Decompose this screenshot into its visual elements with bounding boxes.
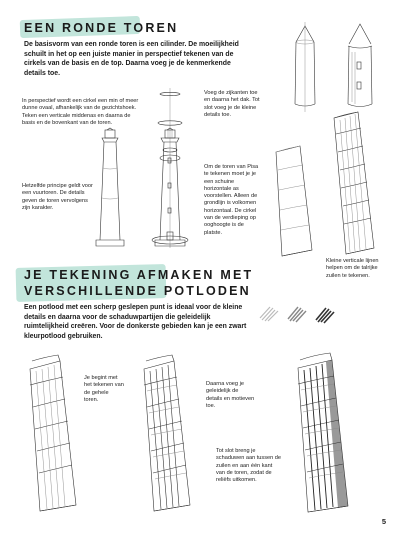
note-vertical-lines: Kleine verticale lijnen helpen om de talrijke zuilen te tekenen. [326,258,379,279]
section-intro-round-tower: De basisvorm van een ronde toren is een cilinder. De moeilijkheid schuilt in het op een juiste manier in perspectief tekenen van de cirkels van de basis en de top. Daarna voeg je de kenmerkende details toe. [24,41,239,77]
pisa-tower-stage2-sketch [132,355,194,515]
section-intro-finish-drawing: Een potlood met een scherp geslepen punt is ideaal voor de kleine details en daarna voor de schaduwpartijen die geleidelijk ruimtelijkheid creëren. Voor de donkerste gebieden kan je een zwart kleurpotlood gebruiken. [24,304,247,340]
pencil-swatches [258,304,358,326]
note-shading: Tot slot breng je schaduwen aan tussen de zuilen en aan één kant van de toren, zodat de reliëfs uitkomen. [216,448,281,484]
note-start-whole-tower: Je begint met het tekenen van de gehele toren. [84,375,124,403]
note-pisa-axis: Om de toren van Pisa te tekenen moet je je een schuine horizontale as voorstellen. Alleen de grondlijn is volkomen horizontaal. De cirkel van de verdieping op ooghoogte is de platste. [204,164,259,236]
pisa-tower-stage1-sketch [18,355,80,515]
section-title-finish-drawing-line2: VERSCHILLENDE POTLODEN [24,284,251,298]
leaning-tower-columns-sketch [322,108,382,258]
note-perspective: In perspectief wordt een cirkel een min of meer dunne ovaal, afhankelijk van de gezichtshoek. Teken een verticale middenas en daarna de basis en de bovenkant van de toren. [22,98,139,126]
page-number: 5 [381,517,386,526]
lighthouse-detailed-sketch [150,128,190,248]
note-sides-and-roof: Voeg de zijkanten toe en daarna het dak. Tot slot voeg je de kleine details toe. [204,90,260,118]
note-lighthouse: Hetzelfde principe geldt voor een vuurtoren. De details geven de toren vervolgens zijn karakter. [22,183,93,211]
round-tower-sketch [335,22,385,112]
section-title-round-tower: EEN RONDE TOREN [24,21,179,35]
note-add-details: Daarna voeg je geleidelijk de details en motieven toe. [206,381,255,409]
section-title-finish-drawing-line1: JE TEKENING AFMAKEN MET [24,268,254,282]
leaning-tower-construction-sketch [262,140,322,260]
cylinder-tower-outline [280,22,330,112]
pisa-tower-stage3-shaded [286,352,354,517]
lighthouse-outline-sketch [90,128,130,248]
